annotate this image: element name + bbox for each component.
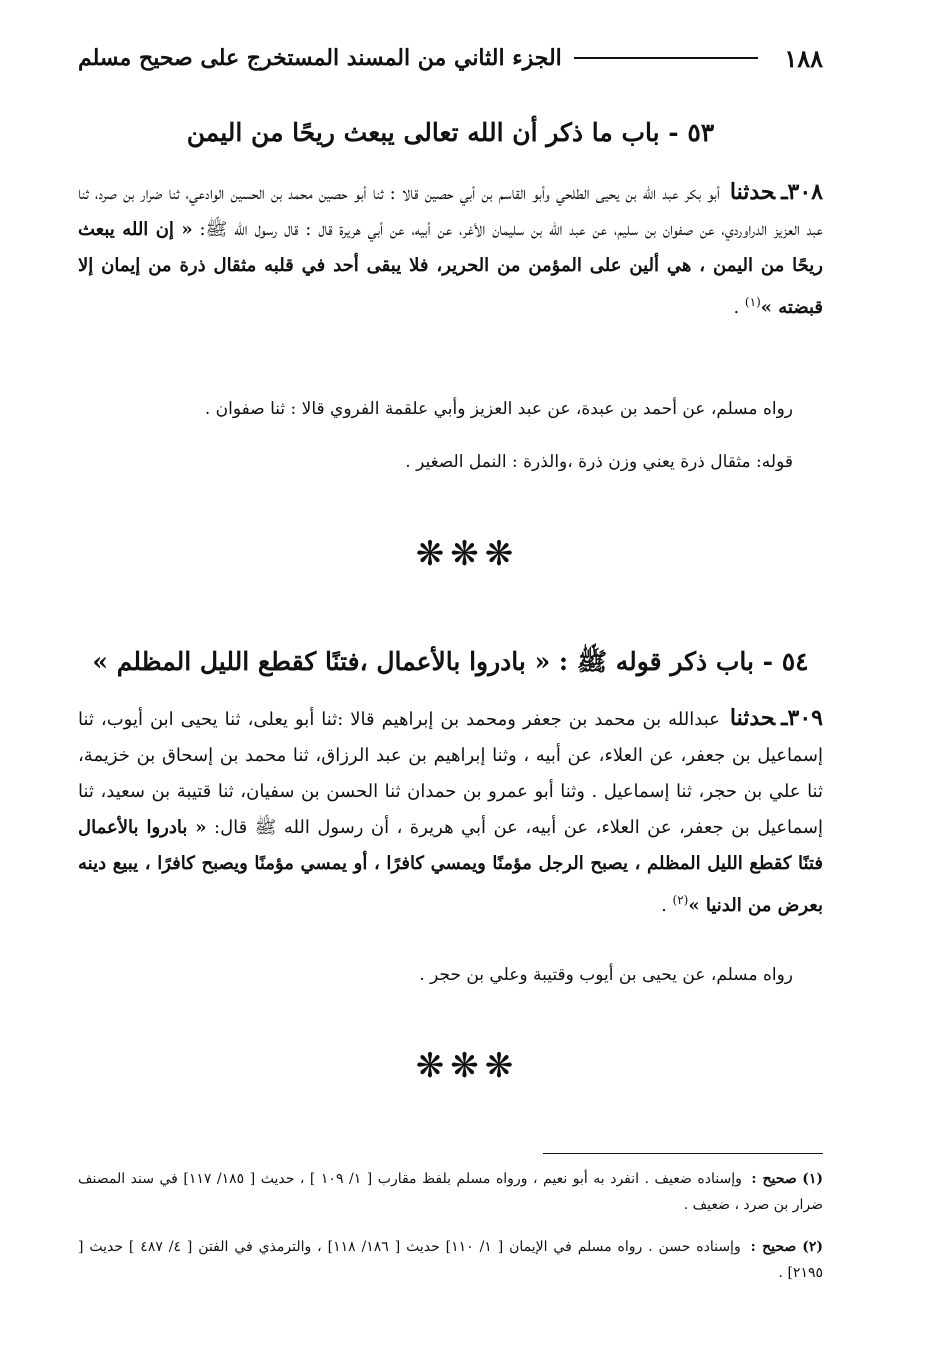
- footnote-number: (٢): [802, 1239, 824, 1255]
- hadith-block: [78, 700, 823, 924]
- footnote-grade: صحيح :: [750, 1239, 797, 1255]
- running-header: [78, 36, 823, 80]
- hadith-block: [78, 174, 823, 326]
- footnote-reference: (٢): [672, 893, 689, 907]
- running-title: الجزء الثاني من المسند المستخرج على صحيح مسلم: [78, 45, 562, 71]
- page-number: ١٨٨: [784, 43, 823, 73]
- footnote-text: وإسناده ضعيف . انفرد به أبو نعيم ، ورواه مسلم بلفظ مقارب [ ١/ ١٠٩ ] ، حديث [ ١٨٥/ ١١٧] في سند المصنف ضرار بن صرد ، ضعيف .: [78, 1171, 823, 1213]
- hadith-number: ٣٠٩ـ: [781, 705, 823, 731]
- hadith-isnad: عبدالله بن محمد بن جعفر ومحمد بن إبراهيم قالا :ثنا أبو يعلى، ثنا يحيى ابن أيوب، ثنا إسماعيل بن جعفر، عن العلاء، عن أبيه ، وثنا إبراهيم بن عبد الرزاق، ثنا محمد بن إسحاق بن خزيمة، ثنا علي بن حجر، ثنا إسماعيل . وثنا أبو عمرو بن حمدان ثنا الحسن بن سفيان، ثنا قتيبة بن سعيد، ثنا إسماعيل بن جعفر، عن العلاء، عن أبيه، عن أبي هريرة ، أن رسول الله ﷺ قال:: [78, 709, 823, 838]
- footnote-text: وإسناده حسن . رواه مسلم في الإيمان [ ١/ ١١٠] حديث [ ١٨٦/ ١١٨] ، والترمذي في الفتن [ ٤/ ٤٨٧ ] حديث [ ٢١٩٥] .: [78, 1239, 823, 1281]
- chapter-title: ٥٤ - باب ذكر قوله ﷺ : « بادروا بالأعمال ،فتنًا كقطع الليل المظلم »: [92, 647, 809, 676]
- hadith-isnad: أبو بكر عبد الله بن يحيى الطلحي وأبو القاسم بن أبي حصين قالا : ثنا أبو حصين محمد بن الحسين الوادعي، ثنا ضرار بن صرد، ثنا عبد العزيز الدراوردي، عن صفوان بن سليم، عن عبد الله بن سليمان الأغر، عن أبيه، عن أبي هريرة قال : قال رسول الله ﷺ:: [78, 183, 824, 240]
- narration-note: رواه مسلم، عن يحيى بن أيوب وقتيبة وعلي بن حجر .: [419, 965, 793, 985]
- footnote-grade: صحيح :: [751, 1171, 797, 1187]
- haddathana-word: حدثنا: [729, 179, 776, 205]
- section-separator: ❋❋❋: [415, 534, 520, 574]
- hadith-matn: « بادروا بالأعمال فتنًا كقطع الليل المظلم ، يصبح الرجل مؤمنًا ويمسي كافرًا ، أو يمسي مؤمنًا ويصبح كافرًا ، يبيع دينه بعرض من الدنيا »: [78, 817, 823, 916]
- footnote: [78, 1166, 823, 1218]
- footnote-number: (١): [802, 1171, 824, 1187]
- footnote-reference: (١): [744, 295, 761, 309]
- footnote: [78, 1234, 823, 1286]
- hadith-matn: « إن الله يبعث ريحًا من اليمن ، هي ألين على المؤمن من الحرير، فلا يبقى أحد في قلبه مثقال ذرة من إيمان إلا قبضته »: [78, 219, 823, 318]
- hadith-tail: .: [733, 297, 745, 318]
- hadith-tail: .: [661, 895, 673, 916]
- hadith-number: ٣٠٨ـ: [781, 179, 823, 205]
- header-rule: [574, 57, 759, 59]
- section-separator: ❋❋❋: [415, 1046, 520, 1086]
- chapter-title: ٥٣ - باب ما ذكر أن الله تعالى يبعث ريحًا من اليمن: [186, 118, 715, 147]
- narration-note: رواه مسلم، عن أحمد بن عبدة، عن عبد العزيز وأبي علقمة الفروي قالا : ثنا صفوان .: [204, 399, 793, 419]
- haddathana-word: حدثنا: [729, 705, 776, 731]
- footnote-divider: [543, 1153, 823, 1154]
- explanation-note: قوله: مثقال ذرة يعني وزن ذرة ،والذرة : النمل الصغير .: [405, 452, 793, 472]
